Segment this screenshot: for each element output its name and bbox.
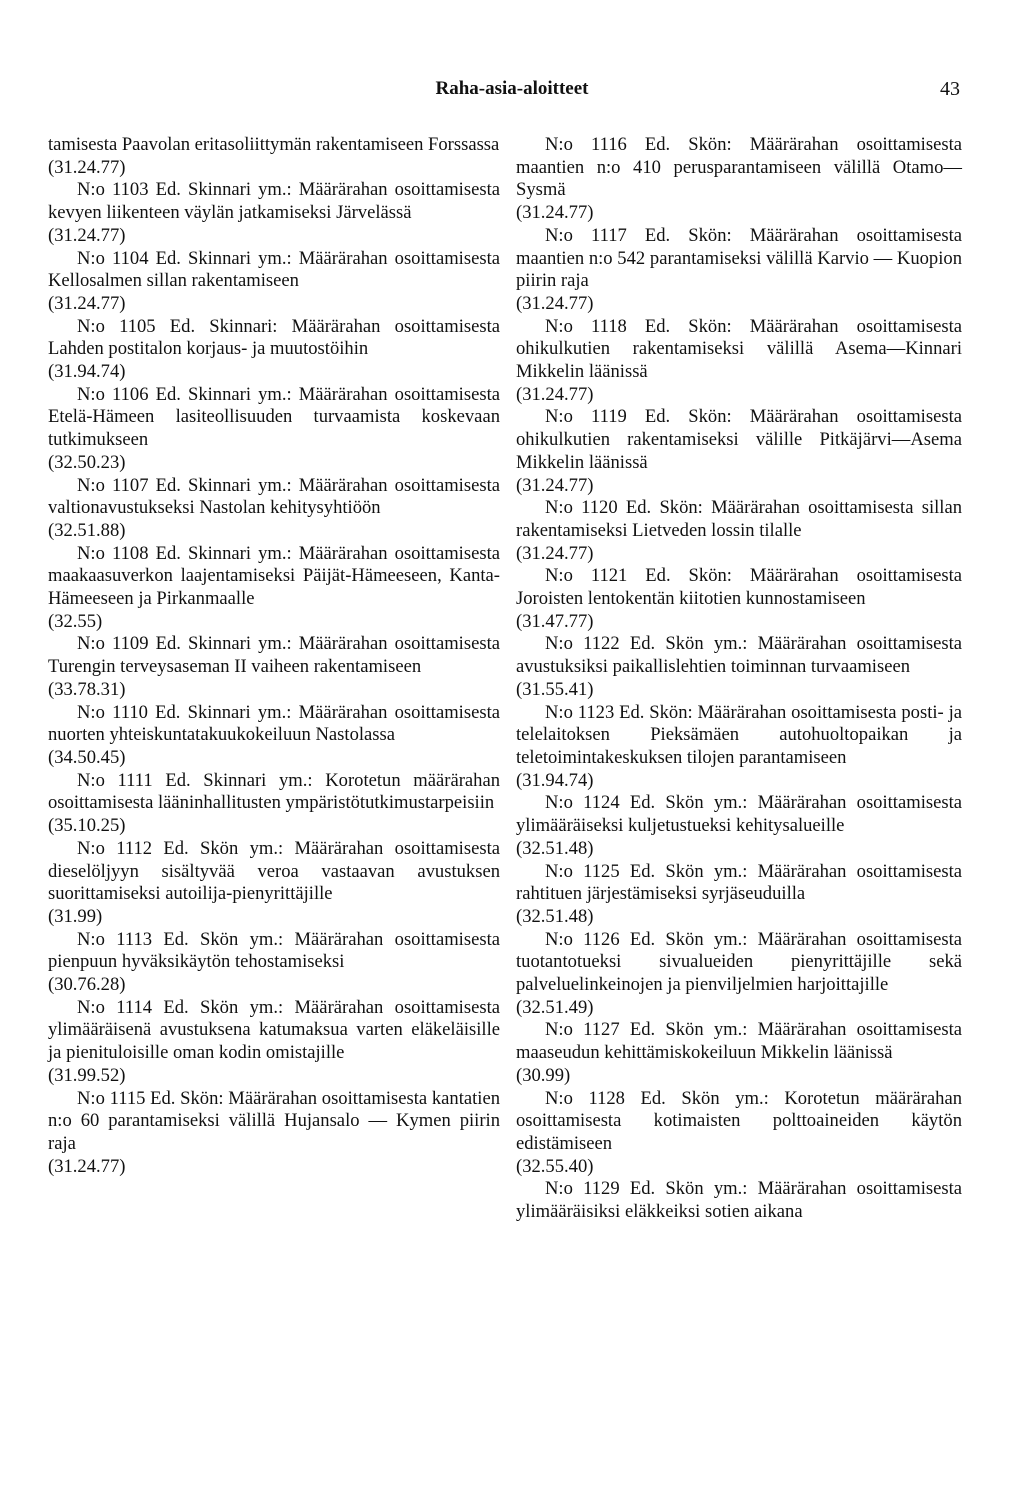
motion-entry: [48, 384, 500, 475]
motion-entry: [48, 134, 500, 179]
motion-text: N:o 1129 Ed. Skön ym.: Määrärahan osoittamisesta ylimääräisiksi eläkkeiksi sotien aikana: [516, 1178, 962, 1223]
motion-entry: [516, 1088, 962, 1179]
motion-entry: [48, 179, 500, 247]
budget-code: (32.51.48): [516, 837, 594, 859]
motion-entry: [516, 225, 962, 316]
motion-text: N:o 1108 Ed. Skinnari ym.: Määrärahan osoittamisesta maakaasuverkon laajentamiseksi Päijät-Hämeeseen, Kanta-Hämeeseen ja Pirkanmaalle: [48, 542, 500, 610]
motion-entry: [48, 248, 500, 316]
budget-code: (31.24.77): [516, 292, 594, 314]
budget-code: (32.51.48): [516, 905, 594, 927]
budget-code: (31.24.77): [516, 474, 594, 496]
motion-entry: [516, 1178, 962, 1223]
motion-entry: [516, 316, 962, 407]
budget-code: (30.76.28): [48, 974, 126, 996]
motion-text: N:o 1128 Ed. Skön ym.: Korotetun määrärahan osoittamisesta kotimaisten polttoaineiden käytön edistämiseen: [516, 1087, 962, 1154]
motion-entry: [516, 134, 962, 225]
motion-text: N:o 1125 Ed. Skön ym.: Määrärahan osoittamisesta rahtituen järjestämiseksi syrjäseuduilla: [516, 860, 962, 905]
motion-entry: [516, 406, 962, 497]
motion-entry: [48, 770, 500, 838]
motion-entry: [516, 497, 962, 565]
motion-entry: [48, 316, 500, 384]
motion-entry: [48, 929, 500, 997]
motion-text: N:o 1116 Ed. Skön: Määrärahan osoittamisesta maantien n:o 410 perusparantamiseen välillä Otamo—Sysmä: [516, 134, 962, 201]
motion-text: N:o 1119 Ed. Skön: Määrärahan osoittamisesta ohikulkutien rakentamiseksi välille Pitkäjärvi—Asema Mikkelin läänissä: [516, 406, 962, 473]
left-column: [48, 134, 500, 1178]
motion-text: N:o 1112 Ed. Skön ym.: Määrärahan osoittamisesta dieselöljyyn sisältyvää veroa vastaavan avustuksen suorittamiseksi autoilija-pienyrittäjille: [48, 837, 500, 905]
motion-text: N:o 1113 Ed. Skön ym.: Määrärahan osoittamisesta pienpuun hyväksikäytön tehostamiseksi: [48, 928, 500, 973]
running-header: Raha-asia-aloitteet: [435, 78, 589, 99]
motion-text: N:o 1115 Ed. Skön: Määrärahan osoittamisesta kantatien n:o 60 parantamiseksi välillä Hujansalo — Kymen piirin raja: [48, 1087, 500, 1154]
budget-code: (31.24.77): [516, 202, 594, 224]
motion-entry: [516, 861, 962, 929]
motion-text: N:o 1106 Ed. Skinnari ym.: Määrärahan osoittamisesta Etelä-Hämeen lasiteollisuuden turvaamista koskevaan tutkimukseen: [48, 383, 500, 451]
budget-code: (31.24.77): [48, 292, 126, 314]
motion-text: N:o 1122 Ed. Skön ym.: Määrärahan osoittamisesta avustuksiksi paikallislehtien toiminnan turvaamiseen: [516, 633, 962, 678]
motion-entry: [48, 838, 500, 929]
budget-code: (31.24.77): [48, 224, 126, 246]
budget-code: (32.55.40): [516, 1155, 594, 1177]
budget-code: (31.24.77): [48, 156, 126, 178]
motion-text: N:o 1109 Ed. Skinnari ym.: Määrärahan osoittamisesta Turengin terveysaseman II vaiheen rakentamiseen: [48, 633, 500, 678]
budget-code: (32.55): [48, 610, 103, 632]
motion-entry: [48, 475, 500, 543]
motion-text: N:o 1121 Ed. Skön: Määrärahan osoittamisesta Joroisten lentokentän kiitotien kunnostamiseen: [516, 565, 962, 610]
motion-text: N:o 1103 Ed. Skinnari ym.: Määrärahan osoittamisesta kevyen liikenteen väylän jatkamiseksi Järvelässä: [48, 179, 500, 224]
budget-code: (33.78.31): [48, 678, 126, 700]
motion-entry: [48, 1088, 500, 1179]
motion-text: N:o 1104 Ed. Skinnari ym.: Määrärahan osoittamisesta Kellosalmen sillan rakentamiseen: [48, 247, 500, 292]
budget-code: (31.94.74): [516, 769, 594, 791]
motion-text: N:o 1114 Ed. Skön ym.: Määrärahan osoittamisesta ylimääräisenä avustuksena katumaksua varten eläkeläisille ja pienituloisille oman kodin omistajille: [48, 996, 500, 1064]
budget-code: (32.51.88): [48, 519, 126, 541]
motion-text: N:o 1124 Ed. Skön ym.: Määrärahan osoittamisesta ylimääräiseksi kuljetustueksi kehitysalueille: [516, 792, 962, 837]
motion-text: N:o 1110 Ed. Skinnari ym.: Määrärahan osoittamisesta nuorten yhteiskuntatakuukokeiluun Nastolassa: [48, 701, 500, 746]
budget-code: (31.55.41): [516, 678, 594, 700]
motion-text: N:o 1111 Ed. Skinnari ym.: Korotetun määrärahan osoittamisesta lääninhallitusten ympäristötutkimustarpeisiin: [48, 769, 500, 814]
motion-entry: [516, 633, 962, 701]
motion-text: N:o 1105 Ed. Skinnari: Määrärahan osoittamisesta Lahden postitalon korjaus- ja muutostöihin: [48, 315, 500, 360]
budget-code: (32.51.49): [516, 996, 594, 1018]
budget-code: (31.99.52): [48, 1064, 126, 1086]
motion-entry: [48, 633, 500, 701]
motion-text: N:o 1123 Ed. Skön: Määrärahan osoittamisesta posti- ja telelaitoksen Pieksämäen autohuoltopaikan ja teletoimintakeskuksen tilojen parantamiseen: [516, 701, 962, 768]
motion-text: N:o 1118 Ed. Skön: Määrärahan osoittamisesta ohikulkutien rakentamiseksi välillä Asema—Kinnari Mikkelin läänissä: [516, 315, 962, 383]
motion-entry: [48, 997, 500, 1088]
page-number: 43: [940, 78, 960, 100]
budget-code: (31.24.77): [516, 542, 594, 564]
motion-entry: [48, 702, 500, 770]
budget-code: (31.24.77): [48, 1155, 126, 1177]
right-column: [516, 134, 962, 1224]
motion-text: N:o 1120 Ed. Skön: Määrärahan osoittamisesta sillan rakentamiseksi Lietveden lossin tilalle: [516, 497, 962, 541]
budget-code: (35.10.25): [48, 815, 126, 837]
motion-entry: [516, 702, 962, 793]
budget-code: (31.94.74): [48, 361, 126, 383]
motion-text: N:o 1117 Ed. Skön: Määrärahan osoittamisesta maantien n:o 542 parantamiseksi välillä Karvio — Kuopion piirin raja: [516, 224, 962, 292]
budget-code: (32.50.23): [48, 451, 126, 473]
motion-text: N:o 1126 Ed. Skön ym.: Määrärahan osoittamisesta tuotantotueksi sivualueiden pienyrittäjille sekä palveluelinkeinojen ja pienviljelmien harjoittajille: [516, 928, 962, 996]
motion-entry: [516, 1019, 962, 1087]
motion-text: tamisesta Paavolan eritasoliittymän rakentamiseen Forssassa: [48, 134, 500, 155]
budget-code: (34.50.45): [48, 746, 126, 768]
motion-entry: [516, 565, 962, 633]
motion-text: N:o 1107 Ed. Skinnari ym.: Määrärahan osoittamisesta valtionavustukseksi Nastolan kehitysyhtiöön: [48, 474, 500, 519]
budget-code: (30.99): [516, 1064, 571, 1086]
budget-code: (31.99): [48, 905, 103, 927]
budget-code: (31.24.77): [516, 383, 594, 405]
budget-code: (31.47.77): [516, 610, 594, 632]
motion-text: N:o 1127 Ed. Skön ym.: Määrärahan osoittamisesta maaseudun kehittämiskokeiluun Mikkelin läänissä: [516, 1019, 962, 1064]
motion-entry: [516, 929, 962, 1020]
motion-entry: [516, 792, 962, 860]
motion-entry: [48, 543, 500, 634]
